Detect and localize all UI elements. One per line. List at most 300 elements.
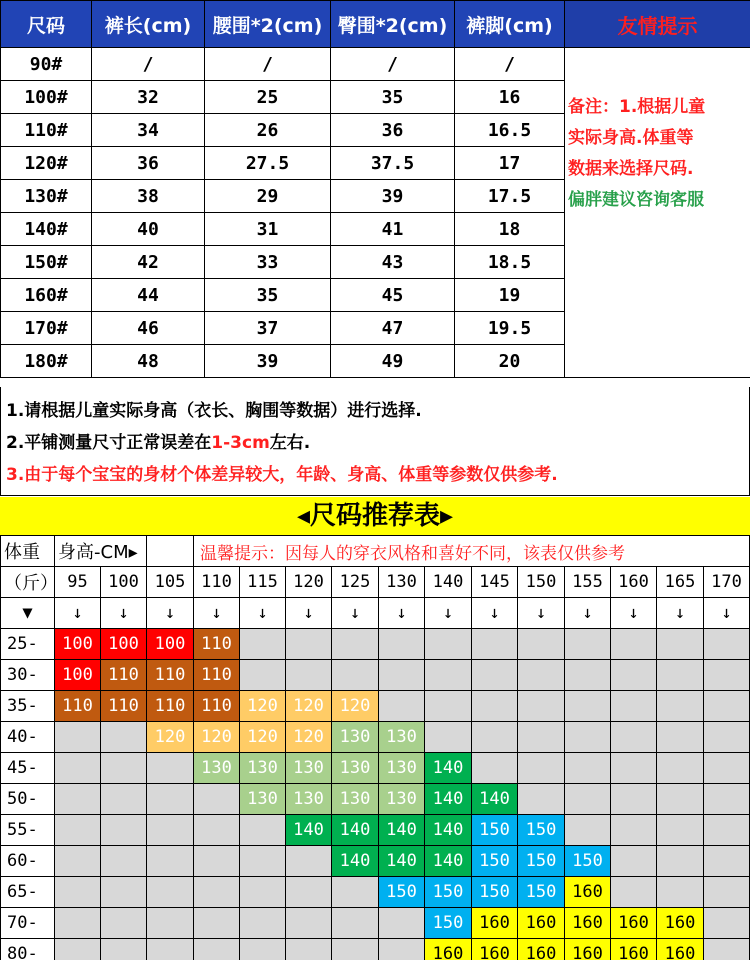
recommend-cell xyxy=(704,691,750,722)
cell-waist: / xyxy=(205,48,331,81)
recommend-cell: 150 xyxy=(472,877,518,908)
recommend-cell: 140 xyxy=(379,815,425,846)
header-friendly-tip: 友情提示 xyxy=(565,1,750,48)
recommend-cell xyxy=(704,784,750,815)
height-header: 95 xyxy=(55,567,101,598)
recommend-cell: 140 xyxy=(425,815,472,846)
recommend-cell xyxy=(101,784,147,815)
recommend-cell xyxy=(101,939,147,960)
weight-row xyxy=(1,691,750,722)
cell-waist: 33 xyxy=(205,246,331,279)
arrow-row xyxy=(1,598,750,629)
recommend-cell: 120 xyxy=(332,691,379,722)
recommend-cell: 160 xyxy=(657,908,704,939)
recommend-cell: 130 xyxy=(332,784,379,815)
cell-size: 120# xyxy=(1,147,92,180)
recommend-cell xyxy=(565,722,611,753)
cell-hip: 47 xyxy=(331,312,455,345)
height-header: 110 xyxy=(194,567,240,598)
cell-leg-opening: / xyxy=(455,48,565,81)
recommend-cell xyxy=(101,815,147,846)
cell-length: 38 xyxy=(92,180,205,213)
recommend-cell xyxy=(240,846,286,877)
weight-label-cell: 65- xyxy=(1,877,55,908)
recommend-cell: 160 xyxy=(611,939,657,960)
height-header: 170 xyxy=(704,567,750,598)
down-triangle-icon: ▼ xyxy=(1,598,55,629)
weight-row xyxy=(1,660,750,691)
recommend-cell xyxy=(472,691,518,722)
recommend-cell xyxy=(565,629,611,660)
weight-row xyxy=(1,784,750,815)
recommend-cell: 160 xyxy=(611,908,657,939)
note-line-2-pre: 2.平铺测量尺寸正常误差在 xyxy=(6,433,212,453)
weight-label-cell: 25- xyxy=(1,629,55,660)
recommend-cell xyxy=(286,877,332,908)
down-arrow-icon: ↓ xyxy=(240,598,286,629)
recommend-cell xyxy=(611,815,657,846)
recommend-cell: 110 xyxy=(147,691,194,722)
recommend-cell xyxy=(472,629,518,660)
recommend-cell: 160 xyxy=(565,908,611,939)
recommend-cell xyxy=(286,660,332,691)
recommend-cell: 130 xyxy=(286,753,332,784)
recommend-cell xyxy=(55,908,101,939)
recommend-cell: 160 xyxy=(565,939,611,960)
cell-hip: 41 xyxy=(331,213,455,246)
recommend-cell xyxy=(518,629,565,660)
recommend-cell: 160 xyxy=(518,939,565,960)
cell-size: 150# xyxy=(1,246,92,279)
cell-waist: 39 xyxy=(205,345,331,378)
recommend-cell xyxy=(657,846,704,877)
recommend-cell xyxy=(379,660,425,691)
recommend-cell: 130 xyxy=(379,753,425,784)
cell-waist: 37 xyxy=(205,312,331,345)
recommend-cell: 110 xyxy=(147,660,194,691)
recommend-cell: 140 xyxy=(332,815,379,846)
recommend-cell xyxy=(286,629,332,660)
down-arrow-icon: ↓ xyxy=(472,598,518,629)
cell-leg-opening: 19.5 xyxy=(455,312,565,345)
recommend-cell xyxy=(518,660,565,691)
cell-length: 44 xyxy=(92,279,205,312)
recommend-cell xyxy=(194,877,240,908)
size-table xyxy=(0,0,750,378)
recommend-cell: 100 xyxy=(147,629,194,660)
recommend-cell: 150 xyxy=(472,815,518,846)
weight-label-cell: 30- xyxy=(1,660,55,691)
height-header: 125 xyxy=(332,567,379,598)
weight-label-cell: 35- xyxy=(1,691,55,722)
cell-waist: 25 xyxy=(205,81,331,114)
recommend-cell: 110 xyxy=(194,691,240,722)
recommend-cell xyxy=(704,753,750,784)
recommend-cell: 110 xyxy=(55,691,101,722)
recommend-cell xyxy=(518,784,565,815)
weight-label-cell: 50- xyxy=(1,784,55,815)
recommend-cell: 140 xyxy=(425,784,472,815)
recommend-cell xyxy=(704,629,750,660)
recommend-cell: 100 xyxy=(55,629,101,660)
cell-hip: 35 xyxy=(331,81,455,114)
cell-length: 42 xyxy=(92,246,205,279)
recommend-cell: 130 xyxy=(240,753,286,784)
recommend-cell: 120 xyxy=(147,722,194,753)
recommend-cell xyxy=(704,877,750,908)
tip-line: 偏胖建议咨询客服 xyxy=(568,190,704,210)
recommend-cell: 160 xyxy=(425,939,472,960)
recommend-cell: 150 xyxy=(425,908,472,939)
tip-line: 备注：1.根据儿童 xyxy=(568,97,706,117)
cell-leg-opening: 18.5 xyxy=(455,246,565,279)
cell-size: 180# xyxy=(1,345,92,378)
cell-waist: 29 xyxy=(205,180,331,213)
recommend-cell xyxy=(101,877,147,908)
down-arrow-icon: ↓ xyxy=(518,598,565,629)
recommend-cell xyxy=(55,753,101,784)
recommend-cell: 110 xyxy=(101,691,147,722)
cell-size: 140# xyxy=(1,213,92,246)
warm-tip: 温馨提示：因每人的穿衣风格和喜好不同，该表仅供参考 xyxy=(194,536,750,567)
height-header: 100 xyxy=(101,567,147,598)
recommend-cell xyxy=(101,753,147,784)
recommend-cell xyxy=(55,939,101,960)
recommend-cell xyxy=(240,660,286,691)
recommend-cell xyxy=(379,629,425,660)
recommend-cell xyxy=(657,660,704,691)
height-header: 150 xyxy=(518,567,565,598)
weight-label-cell: 55- xyxy=(1,815,55,846)
note-line-3: 3.由于每个宝宝的身材个体差异较大，年龄、身高、体重等参数仅供参考. xyxy=(6,465,558,485)
recommend-cell: 110 xyxy=(101,660,147,691)
recommend-cell: 150 xyxy=(518,815,565,846)
recommend-cell xyxy=(611,660,657,691)
note-line-1: 1.请根据儿童实际身高（衣长、胸围等数据）进行选择. xyxy=(6,401,422,421)
recommend-cell xyxy=(518,753,565,784)
cell-waist: 31 xyxy=(205,213,331,246)
size-row xyxy=(1,48,750,81)
recommend-cell: 150 xyxy=(425,877,472,908)
recommend-cell xyxy=(611,846,657,877)
cell-hip: 49 xyxy=(331,345,455,378)
weight-label-cell: 60- xyxy=(1,846,55,877)
heights-row xyxy=(1,567,750,598)
recommend-cell xyxy=(657,691,704,722)
header-waist: 腰围*2(cm) xyxy=(205,1,331,48)
tip-line: 实际身高.体重等 xyxy=(568,128,694,148)
weight-row xyxy=(1,846,750,877)
recommend-cell xyxy=(425,691,472,722)
cell-size: 100# xyxy=(1,81,92,114)
recommend-cell xyxy=(332,908,379,939)
note-line-2-post: 左右. xyxy=(269,433,311,453)
height-header: 140 xyxy=(425,567,472,598)
cell-length: / xyxy=(92,48,205,81)
recommend-title: ◂尺码推荐表▸ xyxy=(0,497,750,535)
recommend-table-section xyxy=(0,535,750,960)
cell-leg-opening: 16 xyxy=(455,81,565,114)
cell-leg-opening: 18 xyxy=(455,213,565,246)
recommend-cell: 130 xyxy=(332,722,379,753)
height-header: 115 xyxy=(240,567,286,598)
recommend-cell xyxy=(611,784,657,815)
cell-leg-opening: 20 xyxy=(455,345,565,378)
recommend-cell: 140 xyxy=(425,753,472,784)
recommend-cell xyxy=(286,908,332,939)
recommend-cell xyxy=(147,939,194,960)
recommend-cell: 150 xyxy=(518,846,565,877)
header-hip: 臀围*2(cm) xyxy=(331,1,455,48)
recommend-cell xyxy=(704,722,750,753)
recommend-cell: 160 xyxy=(657,939,704,960)
recommend-cell xyxy=(657,784,704,815)
recommend-cell xyxy=(240,629,286,660)
recommend-cell: 160 xyxy=(472,908,518,939)
cell-size: 90# xyxy=(1,48,92,81)
down-arrow-icon: ↓ xyxy=(425,598,472,629)
recommend-cell: 120 xyxy=(194,722,240,753)
recommend-cell xyxy=(101,908,147,939)
recommend-cell: 160 xyxy=(565,877,611,908)
recommend-cell xyxy=(240,877,286,908)
down-arrow-icon: ↓ xyxy=(332,598,379,629)
recommend-cell xyxy=(657,629,704,660)
cell-length: 48 xyxy=(92,345,205,378)
recommend-cell xyxy=(332,877,379,908)
height-header: 160 xyxy=(611,567,657,598)
recommend-cell xyxy=(147,753,194,784)
recommend-cell xyxy=(55,846,101,877)
height-header: 105 xyxy=(147,567,194,598)
down-arrow-icon: ↓ xyxy=(704,598,750,629)
recommend-cell: 100 xyxy=(101,629,147,660)
recommend-cell xyxy=(611,877,657,908)
recommend-cell: 120 xyxy=(240,722,286,753)
recommend-cell xyxy=(611,691,657,722)
cell-waist: 35 xyxy=(205,279,331,312)
recommend-cell: 130 xyxy=(194,753,240,784)
recommend-cell: 140 xyxy=(425,846,472,877)
down-arrow-icon: ↓ xyxy=(657,598,704,629)
height-label: 身高-CM▸ xyxy=(55,536,147,567)
recommend-cell: 130 xyxy=(286,784,332,815)
height-header: 145 xyxy=(472,567,518,598)
recommend-cell xyxy=(147,877,194,908)
cell-hip: 36 xyxy=(331,114,455,147)
recommend-cell: 140 xyxy=(286,815,332,846)
recommend-cell xyxy=(55,722,101,753)
recommend-cell xyxy=(55,815,101,846)
recommend-cell xyxy=(704,660,750,691)
down-arrow-icon: ↓ xyxy=(194,598,240,629)
down-arrow-icon: ↓ xyxy=(611,598,657,629)
recommend-cell xyxy=(565,815,611,846)
weight-label-cell: 45- xyxy=(1,753,55,784)
size-table-section xyxy=(0,0,750,378)
recommend-cell xyxy=(565,784,611,815)
recommend-cell xyxy=(286,846,332,877)
recommend-cell: 150 xyxy=(379,877,425,908)
cell-size: 170# xyxy=(1,312,92,345)
recommend-table-body xyxy=(1,536,750,960)
weight-row xyxy=(1,722,750,753)
recommend-cell: 160 xyxy=(472,939,518,960)
weight-label-cell: 80- xyxy=(1,939,55,960)
cell-leg-opening: 17.5 xyxy=(455,180,565,213)
recommend-cell xyxy=(332,660,379,691)
cell-size: 160# xyxy=(1,279,92,312)
recommend-cell xyxy=(147,846,194,877)
recommend-cell xyxy=(657,815,704,846)
recommend-cell xyxy=(286,939,332,960)
recommend-cell xyxy=(55,877,101,908)
recommend-cell xyxy=(518,691,565,722)
recommend-cell xyxy=(240,908,286,939)
weight-row xyxy=(1,908,750,939)
recommend-cell: 100 xyxy=(55,660,101,691)
recommend-cell xyxy=(332,939,379,960)
recommend-cell: 130 xyxy=(379,722,425,753)
note-line-2-highlight: 1-3cm xyxy=(211,433,270,453)
recommend-cell xyxy=(565,753,611,784)
recommend-cell xyxy=(704,908,750,939)
cell-leg-opening: 16.5 xyxy=(455,114,565,147)
height-header: 120 xyxy=(286,567,332,598)
recommend-cell xyxy=(611,722,657,753)
recommend-cell xyxy=(611,753,657,784)
recommend-cell xyxy=(101,846,147,877)
recommend-cell xyxy=(194,815,240,846)
cell-length: 34 xyxy=(92,114,205,147)
cell-hip: 39 xyxy=(331,180,455,213)
cell-length: 40 xyxy=(92,213,205,246)
recommend-cell xyxy=(194,939,240,960)
down-arrow-icon: ↓ xyxy=(147,598,194,629)
cell-hip: / xyxy=(331,48,455,81)
recommend-cell: 150 xyxy=(472,846,518,877)
recommend-cell xyxy=(704,939,750,960)
height-header: 130 xyxy=(379,567,425,598)
recommend-cell xyxy=(240,815,286,846)
height-header: 165 xyxy=(657,567,704,598)
recommend-cell: 120 xyxy=(286,722,332,753)
tip-note-cell xyxy=(565,48,750,378)
recommend-cell: 120 xyxy=(286,691,332,722)
recommend-cell xyxy=(565,691,611,722)
cell-hip: 43 xyxy=(331,246,455,279)
down-arrow-icon: ↓ xyxy=(55,598,101,629)
recommend-cell: 150 xyxy=(518,877,565,908)
weight-row xyxy=(1,877,750,908)
recommend-cell xyxy=(472,753,518,784)
recommend-cell xyxy=(147,784,194,815)
recommend-cell xyxy=(55,784,101,815)
weight-row xyxy=(1,815,750,846)
down-arrow-icon: ↓ xyxy=(565,598,611,629)
recommend-cell xyxy=(425,660,472,691)
recommend-cell xyxy=(425,629,472,660)
recommend-cell xyxy=(518,722,565,753)
cell-waist: 26 xyxy=(205,114,331,147)
recommend-cell xyxy=(611,629,657,660)
weight-label-cell: 70- xyxy=(1,908,55,939)
recommend-table xyxy=(0,535,750,960)
recommend-cell: 140 xyxy=(379,846,425,877)
notes-block xyxy=(0,387,750,496)
note-line-2 xyxy=(1,427,749,459)
recommend-cell xyxy=(704,815,750,846)
header-leg-opening: 裤脚(cm) xyxy=(455,1,565,48)
down-arrow-icon: ↓ xyxy=(286,598,332,629)
recommend-cell: 110 xyxy=(194,629,240,660)
tip-line: 数据来选择尺码. xyxy=(568,159,694,179)
recommend-cell: 130 xyxy=(379,784,425,815)
weight-row xyxy=(1,629,750,660)
recommend-cell xyxy=(704,846,750,877)
height-header: 155 xyxy=(565,567,611,598)
recommend-cell xyxy=(472,660,518,691)
recommend-cell: 130 xyxy=(240,784,286,815)
recommend-cell xyxy=(147,908,194,939)
recommend-cell xyxy=(472,722,518,753)
recommend-cell: 140 xyxy=(472,784,518,815)
recommend-cell xyxy=(425,722,472,753)
recommend-cell: 140 xyxy=(332,846,379,877)
cell-leg-opening: 17 xyxy=(455,147,565,180)
cell-length: 36 xyxy=(92,147,205,180)
recommend-cell: 160 xyxy=(518,908,565,939)
cell-size: 130# xyxy=(1,180,92,213)
recommend-cell xyxy=(379,908,425,939)
header-size: 尺码 xyxy=(1,1,92,48)
recommend-cell xyxy=(194,908,240,939)
recommend-cell xyxy=(147,815,194,846)
recommend-cell xyxy=(194,846,240,877)
cell-length: 46 xyxy=(92,312,205,345)
size-table-header-row xyxy=(1,1,750,48)
height-label-blank xyxy=(147,536,194,567)
recommend-cell xyxy=(565,660,611,691)
header-length: 裤长(cm) xyxy=(92,1,205,48)
cell-waist: 27.5 xyxy=(205,147,331,180)
recommend-cell xyxy=(194,784,240,815)
weight-row xyxy=(1,753,750,784)
recommend-cell xyxy=(101,722,147,753)
cell-leg-opening: 19 xyxy=(455,279,565,312)
recommend-cell xyxy=(657,722,704,753)
weight-label-cell: 40- xyxy=(1,722,55,753)
recommend-cell xyxy=(379,939,425,960)
recommend-cell: 130 xyxy=(332,753,379,784)
recommend-cell: 120 xyxy=(240,691,286,722)
recommend-cell xyxy=(657,753,704,784)
down-arrow-icon: ↓ xyxy=(101,598,147,629)
recommend-cell: 150 xyxy=(565,846,611,877)
cell-length: 32 xyxy=(92,81,205,114)
recommend-cell xyxy=(332,629,379,660)
recommend-cell xyxy=(379,691,425,722)
weight-row xyxy=(1,939,750,960)
unit-label: （斤） xyxy=(1,567,55,598)
down-arrow-icon: ↓ xyxy=(379,598,425,629)
size-table-body xyxy=(1,48,750,378)
cell-size: 110# xyxy=(1,114,92,147)
cell-hip: 37.5 xyxy=(331,147,455,180)
cell-hip: 45 xyxy=(331,279,455,312)
recommend-head-row-1 xyxy=(1,536,750,567)
recommend-cell xyxy=(657,877,704,908)
